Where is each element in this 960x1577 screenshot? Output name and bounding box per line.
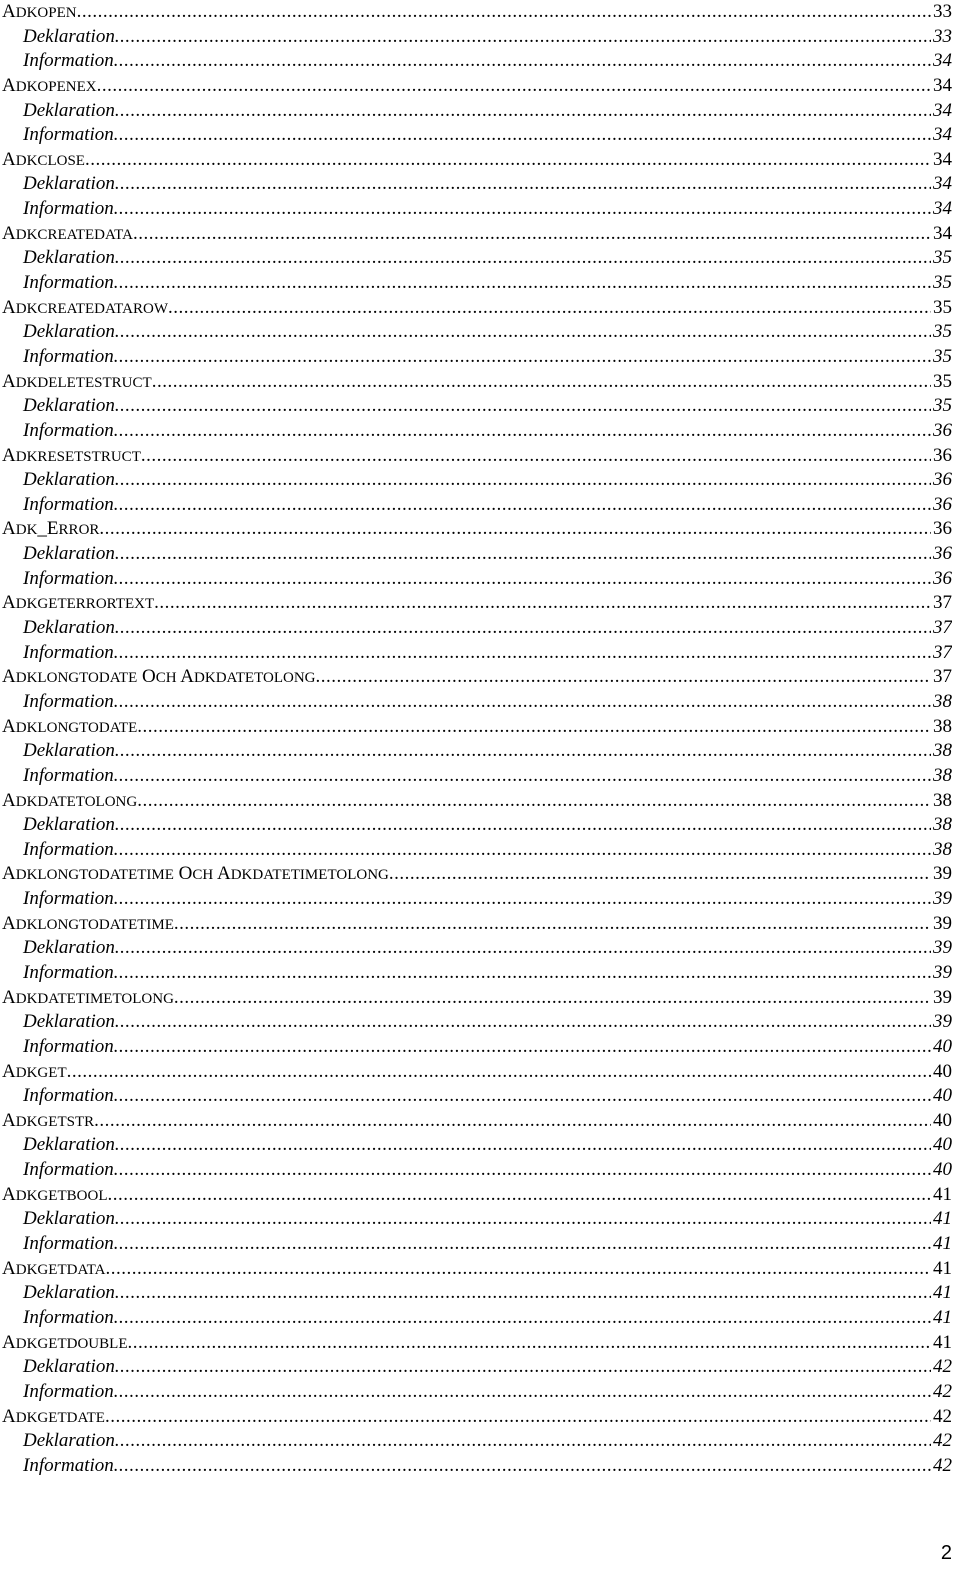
page-number: 2 bbox=[940, 1542, 952, 1564]
toc-entry[interactable] bbox=[2, 444, 952, 469]
toc-entry-page: 35 bbox=[933, 296, 952, 318]
toc-dot-leader bbox=[114, 1306, 931, 1331]
toc-entry-page: 42 bbox=[933, 1405, 952, 1427]
toc-entry-title: Deklaration bbox=[23, 1356, 115, 1378]
toc-entry-page: 39 bbox=[933, 1011, 952, 1033]
toc-dot-leader bbox=[115, 739, 931, 764]
toc-entry-title: Information bbox=[23, 1233, 114, 1255]
toc-subentry[interactable] bbox=[2, 271, 952, 296]
toc-dot-leader bbox=[137, 715, 931, 740]
toc-entry[interactable] bbox=[2, 222, 952, 247]
toc-entry[interactable] bbox=[2, 986, 952, 1011]
toc-entry-page: 40 bbox=[933, 1134, 952, 1156]
toc-dot-leader bbox=[133, 222, 931, 247]
toc-entry-title: Deklaration bbox=[23, 617, 115, 639]
toc-dot-leader bbox=[174, 912, 931, 937]
toc-entry-title: Deklaration bbox=[23, 814, 115, 836]
toc-entry-page: 34 bbox=[933, 198, 952, 220]
toc-subentry[interactable] bbox=[2, 1380, 952, 1405]
toc-subentry[interactable] bbox=[2, 641, 952, 666]
toc-dot-leader bbox=[114, 887, 931, 912]
toc-entry-title: ADKDATETIMETOLONG bbox=[2, 986, 174, 1008]
toc-entry[interactable] bbox=[2, 148, 952, 173]
toc-entry-title: ADK_ERROR bbox=[2, 518, 100, 540]
toc-dot-leader bbox=[174, 986, 931, 1011]
toc-entry-title: ADKLONGTODATETIME OCH ADKDATETIMETOLONG bbox=[2, 863, 389, 885]
toc-entry[interactable] bbox=[2, 296, 952, 321]
toc-dot-leader bbox=[114, 493, 931, 518]
toc-entry-title: Deklaration bbox=[23, 469, 115, 491]
toc-entry-page: 35 bbox=[933, 395, 952, 417]
toc-subentry[interactable] bbox=[2, 887, 952, 912]
toc-dot-leader bbox=[115, 394, 931, 419]
toc-entry-title: ADKDELETESTRUCT bbox=[2, 370, 152, 392]
toc-subentry[interactable] bbox=[2, 1306, 952, 1331]
toc-entry-page: 39 bbox=[933, 937, 952, 959]
toc-entry-page: 34 bbox=[933, 222, 952, 244]
toc-entry-page: 38 bbox=[933, 740, 952, 762]
toc-entry-page: 41 bbox=[933, 1282, 952, 1304]
toc-subentry[interactable] bbox=[2, 936, 952, 961]
toc-subentry[interactable] bbox=[2, 1035, 952, 1060]
toc-dot-leader bbox=[114, 345, 931, 370]
toc-dot-leader bbox=[115, 936, 931, 961]
toc-dot-leader bbox=[107, 1183, 931, 1208]
toc-entry-page: 41 bbox=[933, 1208, 952, 1230]
toc-entry[interactable] bbox=[2, 1405, 952, 1430]
toc-subentry[interactable] bbox=[2, 493, 952, 518]
toc-entry-page: 35 bbox=[933, 370, 952, 392]
toc-entry[interactable] bbox=[2, 912, 952, 937]
toc-entry-title: Information bbox=[23, 1454, 114, 1476]
toc-subentry[interactable] bbox=[2, 567, 952, 592]
toc-entry-page: 36 bbox=[933, 567, 952, 589]
toc-entry-page: 37 bbox=[933, 592, 952, 614]
toc-dot-leader bbox=[115, 246, 931, 271]
toc-entry-title: Information bbox=[23, 641, 114, 663]
toc-entry-page: 38 bbox=[933, 690, 952, 712]
toc-entry-page: 36 bbox=[933, 469, 952, 491]
toc-dot-leader bbox=[115, 172, 931, 197]
toc-dot-leader bbox=[114, 764, 931, 789]
toc-subentry[interactable] bbox=[2, 690, 952, 715]
toc-entry[interactable] bbox=[2, 715, 952, 740]
toc-entry-page: 38 bbox=[933, 838, 952, 860]
toc-entry-title: Deklaration bbox=[23, 937, 115, 959]
toc-subentry[interactable] bbox=[2, 320, 952, 345]
toc-subentry[interactable] bbox=[2, 542, 952, 567]
toc-entry-page: 33 bbox=[933, 1, 952, 22]
toc-entry-page: 41 bbox=[933, 1233, 952, 1255]
toc-entry-title: Deklaration bbox=[23, 1011, 115, 1033]
table-of-contents bbox=[2, 0, 952, 1478]
toc-dot-leader bbox=[114, 197, 931, 222]
toc-entry-title: ADKGETERRORTEXT bbox=[2, 592, 155, 614]
toc-dot-leader bbox=[114, 1084, 931, 1109]
toc-subentry[interactable] bbox=[2, 1355, 952, 1380]
toc-subentry[interactable] bbox=[2, 1454, 952, 1479]
toc-entry[interactable] bbox=[2, 517, 952, 542]
toc-entry-title: Information bbox=[23, 1159, 114, 1181]
toc-entry-page: 37 bbox=[933, 666, 952, 688]
toc-dot-leader bbox=[115, 616, 931, 641]
toc-entry[interactable] bbox=[2, 1183, 952, 1208]
toc-subentry[interactable] bbox=[2, 1429, 952, 1454]
toc-entry-title: ADKLONGTODATETIME bbox=[2, 912, 174, 934]
toc-subentry[interactable] bbox=[2, 246, 952, 271]
toc-entry-title: ADKOPENEX bbox=[2, 74, 97, 96]
toc-entry-page: 37 bbox=[933, 641, 952, 663]
toc-entry-title: Deklaration bbox=[23, 173, 115, 195]
toc-entry-title: Deklaration bbox=[23, 1134, 115, 1156]
toc-entry-page: 37 bbox=[933, 617, 952, 639]
toc-entry-page: 41 bbox=[933, 1306, 952, 1328]
toc-subentry[interactable] bbox=[2, 25, 952, 50]
toc-entry-title: Information bbox=[23, 1380, 114, 1402]
toc-dot-leader bbox=[114, 271, 931, 296]
toc-dot-leader bbox=[115, 1281, 931, 1306]
toc-entry-page: 40 bbox=[933, 1085, 952, 1107]
toc-dot-leader bbox=[141, 444, 931, 469]
toc-subentry[interactable] bbox=[2, 1232, 952, 1257]
toc-dot-leader bbox=[114, 1380, 931, 1405]
toc-subentry[interactable] bbox=[2, 419, 952, 444]
toc-entry-title: Deklaration bbox=[23, 321, 115, 343]
toc-dot-leader bbox=[114, 838, 931, 863]
toc-dot-leader bbox=[114, 1454, 931, 1479]
toc-entry-title: Deklaration bbox=[23, 1208, 115, 1230]
toc-entry-page: 33 bbox=[933, 25, 952, 47]
toc-subentry[interactable] bbox=[2, 838, 952, 863]
toc-entry-title: Information bbox=[23, 838, 114, 860]
toc-subentry[interactable] bbox=[2, 961, 952, 986]
toc-entry-page: 41 bbox=[933, 1257, 952, 1279]
toc-dot-leader bbox=[389, 862, 931, 887]
toc-subentry[interactable] bbox=[2, 1084, 952, 1109]
toc-entry[interactable] bbox=[2, 1257, 952, 1282]
toc-entry-page: 40 bbox=[933, 1060, 952, 1082]
toc-entry-page: 38 bbox=[933, 814, 952, 836]
toc-entry-page: 35 bbox=[933, 321, 952, 343]
toc-dot-leader bbox=[99, 517, 931, 542]
toc-dot-leader bbox=[128, 1331, 932, 1356]
toc-entry-title: Information bbox=[23, 198, 114, 220]
toc-dot-leader bbox=[115, 320, 931, 345]
toc-dot-leader bbox=[114, 49, 931, 74]
toc-entry-title: ADKCLOSE bbox=[2, 148, 85, 170]
toc-dot-leader bbox=[67, 1060, 931, 1085]
toc-dot-leader bbox=[115, 468, 931, 493]
toc-dot-leader bbox=[115, 813, 931, 838]
toc-entry-page: 35 bbox=[933, 247, 952, 269]
toc-entry-page: 34 bbox=[933, 173, 952, 195]
toc-entry[interactable] bbox=[2, 1060, 952, 1085]
toc-entry-title: ADKGETDATE bbox=[2, 1405, 105, 1427]
toc-entry-page: 42 bbox=[933, 1454, 952, 1476]
toc-entry-title: Deklaration bbox=[23, 247, 115, 269]
toc-entry-page: 39 bbox=[933, 961, 952, 983]
toc-dot-leader bbox=[94, 1109, 931, 1134]
toc-entry-page: 42 bbox=[933, 1380, 952, 1402]
toc-subentry[interactable] bbox=[2, 197, 952, 222]
toc-entry-page: 34 bbox=[933, 99, 952, 121]
toc-dot-leader bbox=[114, 961, 931, 986]
toc-entry-title: Information bbox=[23, 419, 114, 441]
toc-entry-title: Information bbox=[23, 345, 114, 367]
toc-entry-page: 36 bbox=[933, 518, 952, 540]
toc-entry[interactable] bbox=[2, 1109, 952, 1134]
toc-subentry[interactable] bbox=[2, 1010, 952, 1035]
toc-dot-leader bbox=[115, 99, 931, 124]
toc-entry-title: ADKDATETOLONG bbox=[2, 789, 138, 811]
toc-subentry[interactable] bbox=[2, 123, 952, 148]
toc-dot-leader bbox=[115, 1429, 931, 1454]
toc-entry-title: Information bbox=[23, 1085, 114, 1107]
toc-entry[interactable] bbox=[2, 74, 952, 99]
toc-entry-page: 36 bbox=[933, 419, 952, 441]
toc-entry-page: 38 bbox=[933, 764, 952, 786]
toc-entry-title: ADKGETBOOL bbox=[2, 1183, 108, 1205]
toc-dot-leader bbox=[115, 25, 931, 50]
toc-subentry[interactable] bbox=[2, 99, 952, 124]
toc-entry-page: 39 bbox=[933, 888, 952, 910]
toc-dot-leader bbox=[105, 1405, 931, 1430]
toc-dot-leader bbox=[115, 1133, 931, 1158]
toc-entry-title: ADKGET bbox=[2, 1060, 67, 1082]
toc-entry-title: Information bbox=[23, 493, 114, 515]
toc-dot-leader bbox=[114, 567, 931, 592]
toc-subentry[interactable] bbox=[2, 739, 952, 764]
toc-subentry[interactable] bbox=[2, 468, 952, 493]
toc-entry-title: Information bbox=[23, 567, 114, 589]
toc-entry-page: 40 bbox=[933, 1159, 952, 1181]
toc-entry[interactable] bbox=[2, 665, 952, 690]
toc-entry-page: 35 bbox=[933, 345, 952, 367]
toc-entry-title: Information bbox=[23, 690, 114, 712]
toc-entry-page: 34 bbox=[933, 124, 952, 146]
toc-subentry[interactable] bbox=[2, 394, 952, 419]
toc-dot-leader bbox=[105, 1257, 931, 1282]
toc-entry-title: ADKOPEN bbox=[2, 1, 77, 22]
toc-entry-title: ADKCREATEDATAROW bbox=[2, 296, 168, 318]
toc-entry-page: 34 bbox=[933, 74, 952, 96]
toc-entry-title: ADKGETDATA bbox=[2, 1257, 106, 1279]
toc-dot-leader bbox=[168, 296, 931, 321]
toc-dot-leader bbox=[115, 1355, 931, 1380]
toc-entry-title: ADKLONGTODATE bbox=[2, 715, 138, 737]
toc-entry-title: ADKCREATEDATA bbox=[2, 222, 133, 244]
toc-entry-page: 41 bbox=[933, 1183, 952, 1205]
toc-entry-title: Information bbox=[23, 124, 114, 146]
toc-entry-page: 40 bbox=[933, 1109, 952, 1131]
toc-entry-page: 41 bbox=[933, 1331, 952, 1353]
toc-entry-title: Information bbox=[23, 272, 114, 294]
toc-entry-title: Deklaration bbox=[23, 740, 115, 762]
toc-entry-page: 42 bbox=[933, 1430, 952, 1452]
toc-entry-page: 40 bbox=[933, 1035, 952, 1057]
toc-dot-leader bbox=[115, 1010, 931, 1035]
toc-entry-title: Information bbox=[23, 50, 114, 72]
toc-entry-title: Information bbox=[23, 961, 114, 983]
toc-entry-page: 34 bbox=[933, 50, 952, 72]
toc-entry-page: 35 bbox=[933, 272, 952, 294]
toc-entry-page: 36 bbox=[933, 444, 952, 466]
toc-entry-page: 38 bbox=[933, 715, 952, 737]
toc-entry-title: Deklaration bbox=[23, 25, 115, 47]
toc-subentry[interactable] bbox=[2, 764, 952, 789]
toc-dot-leader bbox=[85, 148, 931, 173]
toc-entry-title: Information bbox=[23, 888, 114, 910]
toc-subentry[interactable] bbox=[2, 1281, 952, 1306]
toc-entry-page: 36 bbox=[933, 493, 952, 515]
toc-entry-page: 38 bbox=[933, 789, 952, 811]
toc-dot-leader bbox=[114, 690, 931, 715]
toc-entry-title: ADKRESETSTRUCT bbox=[2, 444, 141, 466]
toc-entry-title: ADKGETDOUBLE bbox=[2, 1331, 128, 1353]
toc-entry[interactable] bbox=[2, 862, 952, 887]
toc-entry-title: ADKGETSTR bbox=[2, 1109, 95, 1131]
toc-dot-leader bbox=[115, 1207, 931, 1232]
toc-dot-leader bbox=[114, 1232, 931, 1257]
toc-subentry[interactable] bbox=[2, 49, 952, 74]
toc-subentry[interactable] bbox=[2, 345, 952, 370]
toc-dot-leader bbox=[115, 542, 931, 567]
toc-entry-page: 42 bbox=[933, 1356, 952, 1378]
toc-entry-title: Information bbox=[23, 1035, 114, 1057]
toc-entry[interactable] bbox=[2, 591, 952, 616]
toc-dot-leader bbox=[152, 370, 931, 395]
toc-entry-title: Deklaration bbox=[23, 543, 115, 565]
toc-subentry[interactable] bbox=[2, 813, 952, 838]
toc-entry-page: 39 bbox=[933, 986, 952, 1008]
toc-entry[interactable] bbox=[2, 789, 952, 814]
toc-entry[interactable] bbox=[2, 1331, 952, 1356]
toc-dot-leader bbox=[137, 789, 931, 814]
toc-dot-leader bbox=[114, 419, 931, 444]
toc-subentry[interactable] bbox=[2, 1133, 952, 1158]
toc-dot-leader bbox=[114, 1158, 931, 1183]
toc-entry-page: 39 bbox=[933, 912, 952, 934]
toc-entry[interactable] bbox=[2, 0, 952, 25]
toc-dot-leader bbox=[77, 0, 931, 25]
toc-entry-title: Information bbox=[23, 764, 114, 786]
toc-dot-leader bbox=[114, 1035, 931, 1060]
toc-subentry[interactable] bbox=[2, 616, 952, 641]
toc-dot-leader bbox=[114, 123, 931, 148]
toc-dot-leader bbox=[114, 641, 931, 666]
toc-dot-leader bbox=[154, 591, 931, 616]
toc-entry-title: Deklaration bbox=[23, 395, 115, 417]
toc-entry-page: 36 bbox=[933, 543, 952, 565]
toc-subentry[interactable] bbox=[2, 172, 952, 197]
toc-entry-title: Deklaration bbox=[23, 1282, 115, 1304]
toc-subentry[interactable] bbox=[2, 1158, 952, 1183]
toc-entry[interactable] bbox=[2, 370, 952, 395]
toc-subentry[interactable] bbox=[2, 1207, 952, 1232]
toc-entry-page: 34 bbox=[933, 148, 952, 170]
toc-entry-title: ADKLONGTODATE OCH ADKDATETOLONG bbox=[2, 666, 316, 688]
toc-dot-leader bbox=[316, 665, 931, 690]
toc-dot-leader bbox=[97, 74, 931, 99]
toc-entry-title: Deklaration bbox=[23, 99, 115, 121]
toc-entry-page: 39 bbox=[933, 863, 952, 885]
toc-entry-title: Deklaration bbox=[23, 1430, 115, 1452]
toc-entry-title: Information bbox=[23, 1306, 114, 1328]
